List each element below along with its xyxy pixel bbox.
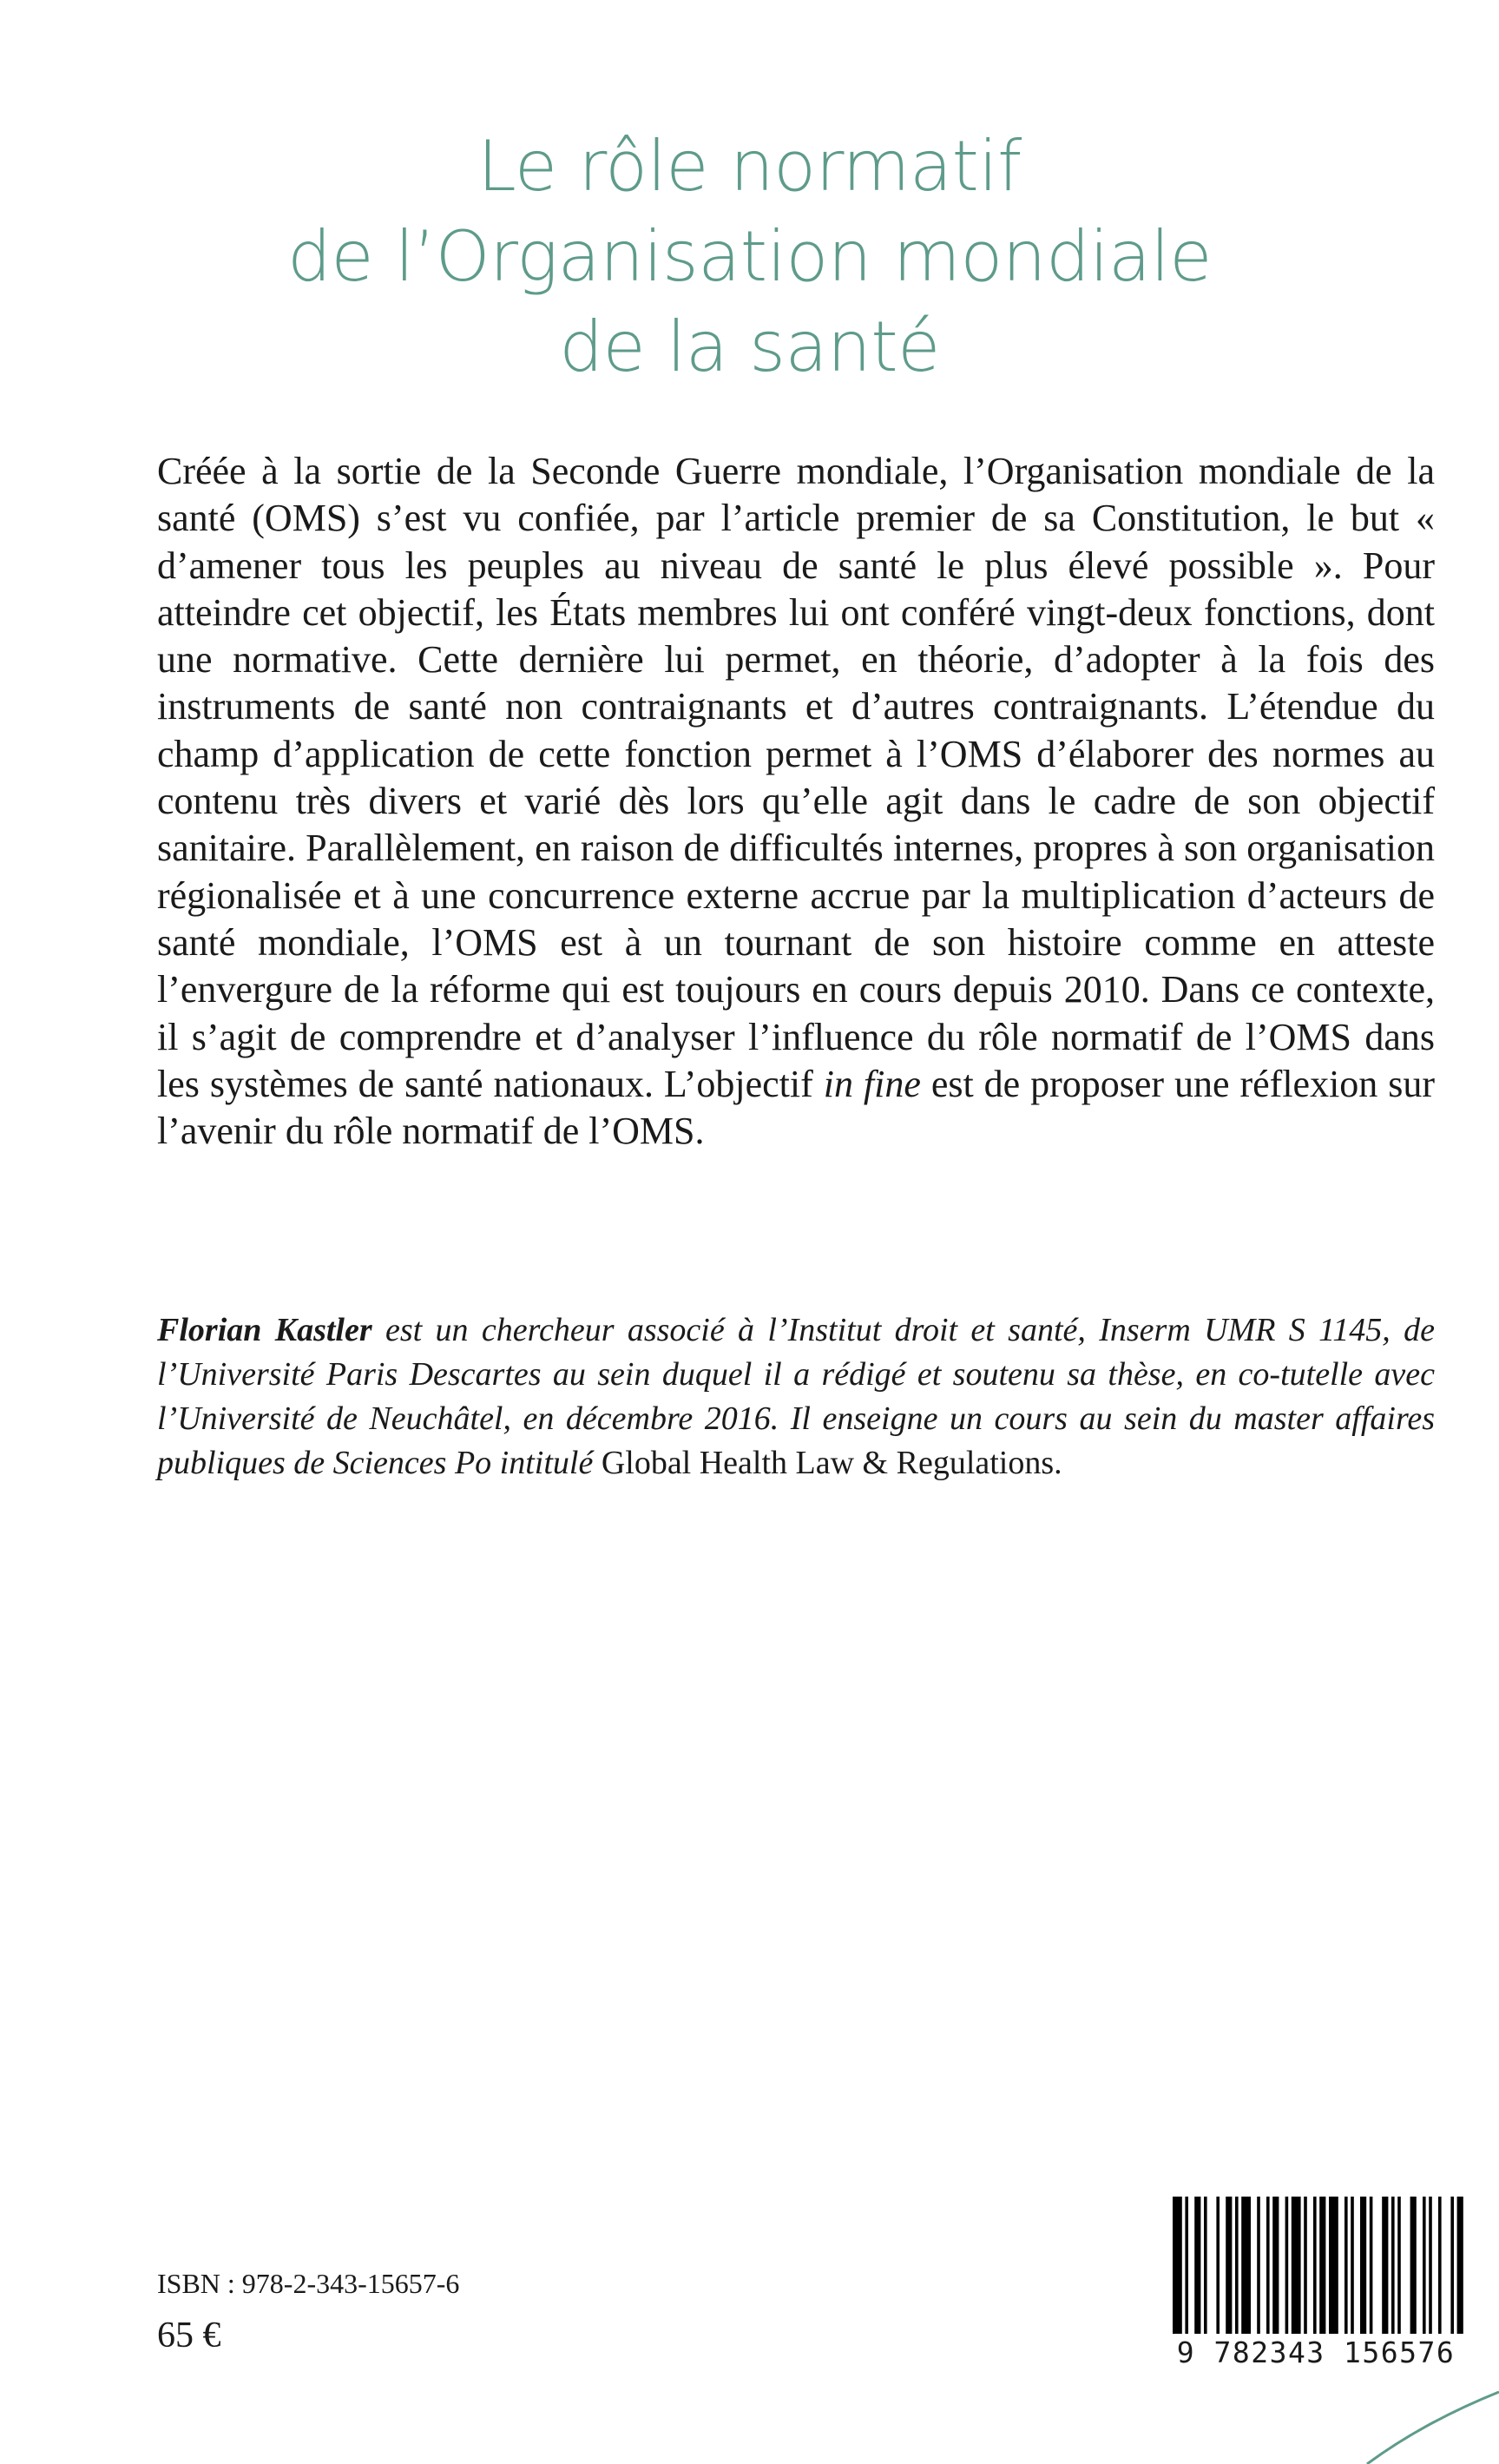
- title-line-1: Le rôle normatif: [477, 126, 1022, 207]
- summary-italic: in fine: [823, 1062, 921, 1105]
- course-title: Global Health Law & Regulations.: [601, 1445, 1062, 1481]
- summary-text-2: est de proposer une réflexion sur l’avenir du rôle normatif de l’OMS.: [157, 1062, 1436, 1153]
- author-name: Florian Kastler: [157, 1312, 372, 1348]
- isbn-label: ISBN : 978-2-343-15657-6: [157, 2268, 460, 2299]
- barcode-digits: 9 782343 156576: [1176, 2336, 1456, 2369]
- price-label: 65 €: [157, 2316, 221, 2355]
- title-line-2: de l’Organisation mondiale: [287, 216, 1212, 297]
- summary-text-1: Créée à la sortie de la Seconde Guerre mondiale, l’Organisation mondiale de la santé (OMS) s’est vu confiée, par l’article premier de sa Constitution, le but « d’amener tous les peuples au niveau de santé le plus élevé possible ». Pour atteindre cet objectif, les États membres lui ont conféré vingt-deux fonctions, dont une normative. Cette dernière lui permet, en théorie, d’adopter à la fois des instruments de santé non contraignants et d’autres contraignants. L’étendue du champ d’application de cette fonction permet à l’OMS d’élaborer des normes au contenu très divers et varié dès lors qu’elle agit dans le cadre de son objectif sanitaire. Parallèlement, en raison de difficultés internes, propres à son organisation régionalisée et à une concurrence externe accrue par la multiplication d’acteurs de santé mondiale, l’OMS est à un tournant de son histoire comme en atteste l’envergure de la réforme qui est toujours en cours depuis 2010. Dans ce contexte, il s’agit de comprendre et d’analyser l’influence du rôle normatif de l’OMS dans les systèmes de santé nationaux. L’objectif: [157, 450, 1435, 1105]
- bio-text: est un chercheur associé à l’Institut droit et santé, Inserm UMR S 1145, de l’Université Paris Descartes au sein duquel il a rédigé et soutenu sa thèse, en co-tutelle avec l’Université de Neuchâtel, en décembre 2016. Il enseigne un cours au sein du master affaires publiques de Sciences Po intitulé: [157, 1312, 1435, 1481]
- title-line-3: de la santé: [559, 306, 940, 387]
